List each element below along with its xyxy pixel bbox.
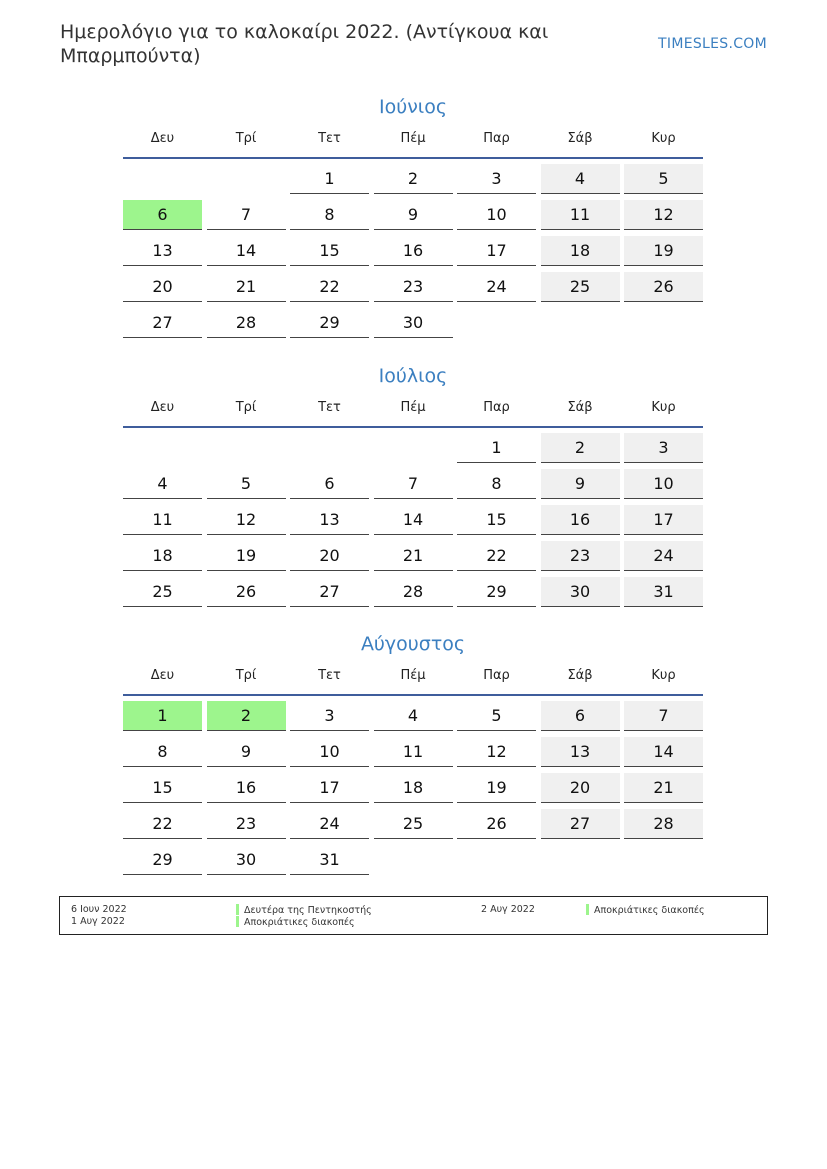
holiday-legend [59, 896, 768, 935]
day-cell: 28 [374, 577, 453, 607]
day-cell: 10 [624, 469, 703, 499]
day-cell: 30 [207, 845, 286, 875]
weekday-label: Πέμ [400, 668, 426, 683]
day-cell: 12 [207, 505, 286, 535]
day-cell: 11 [123, 505, 202, 535]
weekday-label: Τετ [318, 400, 341, 415]
day-grid [123, 433, 703, 607]
weekday-label: Τρί [235, 668, 257, 683]
day-cell: 17 [290, 773, 369, 803]
holiday-marker [236, 904, 239, 915]
day-cell: 14 [374, 505, 453, 535]
day-cell: 12 [457, 737, 536, 767]
day-cell: 8 [123, 737, 202, 767]
day-cell: 19 [457, 773, 536, 803]
day-cell: 22 [290, 272, 369, 302]
weekday-label: Τετ [318, 668, 341, 683]
day-cell: 11 [374, 737, 453, 767]
month-july [123, 364, 703, 607]
day-cell: 21 [374, 541, 453, 571]
month-august [123, 632, 703, 875]
weekday-label: Κυρ [651, 400, 676, 415]
day-cell: 23 [541, 541, 620, 571]
day-cell: 20 [123, 272, 202, 302]
weekday-label: Παρ [483, 668, 510, 683]
day-cell: 10 [457, 200, 536, 230]
day-cell: 26 [207, 577, 286, 607]
day-cell: 21 [624, 773, 703, 803]
day-cell: 20 [541, 773, 620, 803]
day-cell: 12 [624, 200, 703, 230]
day-cell: 15 [123, 773, 202, 803]
day-cell: 9 [207, 737, 286, 767]
holiday-day-cell: 2 [207, 701, 286, 731]
day-cell: 4 [123, 469, 202, 499]
day-cell: 24 [624, 541, 703, 571]
legend-holiday [586, 904, 705, 917]
empty-cell [123, 164, 202, 194]
day-grid [123, 701, 703, 875]
weekday-label: Σάβ [567, 668, 593, 683]
day-cell: 1 [457, 433, 536, 463]
day-cell: 19 [624, 236, 703, 266]
day-cell: 15 [457, 505, 536, 535]
weekday-label: Παρ [483, 400, 510, 415]
day-cell: 24 [290, 809, 369, 839]
day-cell: 6 [290, 469, 369, 499]
weekday-label: Δευ [150, 668, 175, 683]
day-cell: 5 [207, 469, 286, 499]
holiday-marker [586, 904, 589, 915]
brand-link[interactable]: TIMESLES.COM [658, 36, 767, 52]
day-cell: 22 [457, 541, 536, 571]
weekday-label: Πέμ [400, 400, 426, 415]
day-cell: 5 [457, 701, 536, 731]
day-cell: 16 [374, 236, 453, 266]
day-cell: 3 [624, 433, 703, 463]
holiday-marker [236, 916, 239, 927]
day-cell: 4 [374, 701, 453, 731]
day-cell: 30 [541, 577, 620, 607]
weekday-header [123, 664, 703, 696]
day-cell: 6 [541, 701, 620, 731]
day-cell: 24 [457, 272, 536, 302]
day-cell: 18 [541, 236, 620, 266]
day-grid [123, 164, 703, 338]
day-cell: 23 [374, 272, 453, 302]
day-cell: 13 [290, 505, 369, 535]
day-cell: 31 [290, 845, 369, 875]
day-cell: 30 [374, 308, 453, 338]
weekday-label: Σάβ [567, 131, 593, 146]
day-cell: 18 [374, 773, 453, 803]
weekday-label: Παρ [483, 131, 510, 146]
day-cell: 25 [374, 809, 453, 839]
weekday-label: Κυρ [651, 131, 676, 146]
day-cell: 27 [123, 308, 202, 338]
day-cell: 10 [290, 737, 369, 767]
day-cell: 17 [624, 505, 703, 535]
weekday-label: Κυρ [651, 668, 676, 683]
weekday-label: Πέμ [400, 131, 426, 146]
day-cell: 26 [457, 809, 536, 839]
day-cell: 3 [457, 164, 536, 194]
legend-date: 2 Αυγ 2022 [481, 904, 535, 915]
weekday-label: Δευ [150, 400, 175, 415]
day-cell: 29 [290, 308, 369, 338]
day-cell: 5 [624, 164, 703, 194]
day-cell: 2 [541, 433, 620, 463]
legend-holiday-name: Αποκριάτικες διακοπές [244, 917, 355, 928]
day-cell: 15 [290, 236, 369, 266]
month-name: Ιούλιος [378, 365, 448, 387]
empty-cell [123, 433, 202, 463]
day-cell: 7 [624, 701, 703, 731]
day-cell: 4 [541, 164, 620, 194]
day-cell: 14 [207, 236, 286, 266]
day-cell: 19 [207, 541, 286, 571]
weekday-label: Τρί [235, 131, 257, 146]
day-cell: 31 [624, 577, 703, 607]
weekday-label: Τετ [318, 131, 341, 146]
day-cell: 22 [123, 809, 202, 839]
month-june [123, 95, 703, 338]
weekday-label: Σάβ [567, 400, 593, 415]
day-cell: 9 [541, 469, 620, 499]
day-cell: 29 [123, 845, 202, 875]
holiday-day-cell: 6 [123, 200, 202, 230]
empty-cell [374, 433, 453, 463]
holiday-day-cell: 1 [123, 701, 202, 731]
day-cell: 13 [123, 236, 202, 266]
day-cell: 1 [290, 164, 369, 194]
page-title: Ημερολόγιο για το καλοκαίρι 2022. (Αντίγκουα και Μπαρμπούντα) [60, 21, 549, 67]
empty-cell [207, 164, 286, 194]
day-cell: 13 [541, 737, 620, 767]
day-cell: 7 [207, 200, 286, 230]
legend-holiday-name: Αποκριάτικες διακοπές [594, 905, 705, 916]
day-cell: 28 [624, 809, 703, 839]
weekday-label: Τρί [235, 400, 257, 415]
day-cell: 25 [541, 272, 620, 302]
legend-date: 1 Αυγ 2022 [71, 916, 125, 927]
day-cell: 2 [374, 164, 453, 194]
empty-cell [207, 433, 286, 463]
day-cell: 14 [624, 737, 703, 767]
day-cell: 16 [541, 505, 620, 535]
day-cell: 16 [207, 773, 286, 803]
day-cell: 21 [207, 272, 286, 302]
day-cell: 11 [541, 200, 620, 230]
day-cell: 18 [123, 541, 202, 571]
day-cell: 8 [290, 200, 369, 230]
day-cell: 27 [541, 809, 620, 839]
weekday-header [123, 127, 703, 159]
day-cell: 3 [290, 701, 369, 731]
day-cell: 27 [290, 577, 369, 607]
weekday-label: Δευ [150, 131, 175, 146]
legend-holiday [236, 916, 355, 929]
day-cell: 29 [457, 577, 536, 607]
month-name: Αύγουστος [360, 633, 466, 655]
day-cell: 26 [624, 272, 703, 302]
day-cell: 7 [374, 469, 453, 499]
legend-date: 6 Ιουν 2022 [71, 904, 127, 915]
day-cell: 23 [207, 809, 286, 839]
day-cell: 9 [374, 200, 453, 230]
weekday-header [123, 396, 703, 428]
day-cell: 25 [123, 577, 202, 607]
day-cell: 8 [457, 469, 536, 499]
day-cell: 20 [290, 541, 369, 571]
empty-cell [290, 433, 369, 463]
day-cell: 28 [207, 308, 286, 338]
day-cell: 17 [457, 236, 536, 266]
legend-holiday-name: Δευτέρα της Πεντηκοστής [244, 905, 372, 916]
month-name: Ιούνιος [378, 96, 448, 118]
